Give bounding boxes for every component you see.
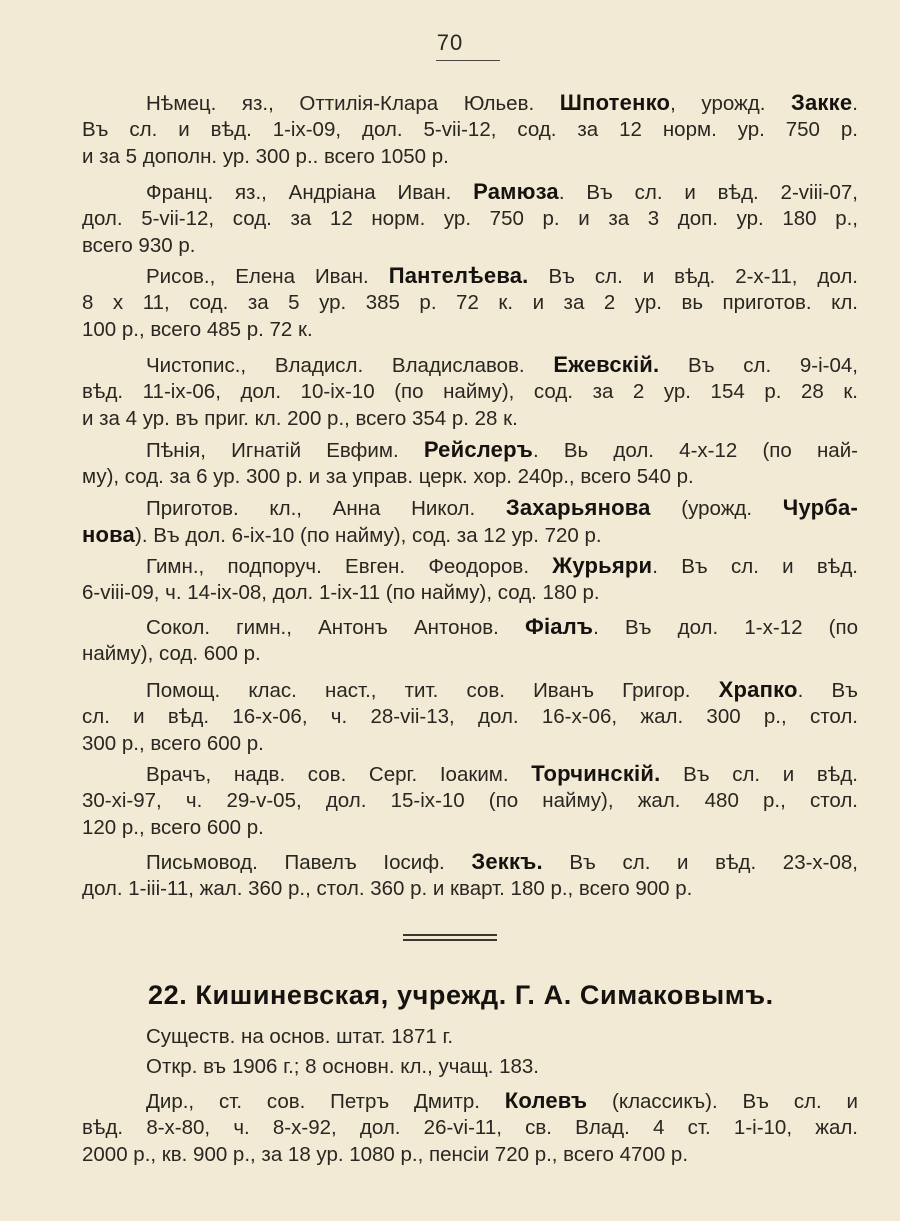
text-line (82, 262, 858, 289)
text-segment: и за 4 ур. въ приг. кл. 200 р., всего 354 р. 28 к. (82, 407, 518, 430)
text-line (82, 351, 858, 378)
page-number-rule (436, 60, 500, 61)
text-segment: . Въ дол. 1-x-12 (по (593, 616, 858, 639)
text-line (82, 676, 858, 703)
text-segment: найму), сод. 600 р. (82, 642, 261, 665)
entry-zhuryari (82, 552, 858, 606)
text-segment: Сокол. гимн., Антонъ Антонов. (146, 616, 525, 639)
text-line (82, 579, 858, 606)
text-line (82, 289, 858, 316)
text-segment: 120 р., всего 600 р. (82, 816, 264, 839)
entry-ezhevskiy (82, 351, 858, 432)
text-line (82, 521, 858, 548)
entry-khrapko (82, 676, 858, 757)
text-segment: Рисов., Елена Иван. (146, 265, 389, 288)
text-line (82, 613, 858, 640)
text-segment: Франц. яз., Андріана Иван. (146, 181, 474, 204)
text-line (82, 640, 858, 667)
text-segment: Чистопис., Владисл. Владиславов. (146, 354, 554, 377)
text-segment: вѣд. 11-ix-06, дол. 10-ix-10 (по найму), сод. за 2 ур. 154 р. 28 к. (82, 380, 858, 403)
entry-fial (82, 613, 858, 667)
person-name: Ежевскій. (553, 352, 660, 377)
person-name: Колевъ (504, 1088, 588, 1113)
text-segment: Гимн., подпоруч. Евген. Феодоров. (146, 555, 553, 578)
section-entry-sushchestv (82, 1023, 858, 1050)
text-segment: Въ сл. и вѣд. 1-ix-09, дол. 5-vii-12, сод. за 12 норм. ур. 750 р. (82, 118, 858, 141)
text-segment: сл. и вѣд. 16-x-06, ч. 28-vii-13, дол. 16-x-06, жал. 300 р., стол. (82, 705, 858, 728)
text-segment: Въ сл. и вѣд. (660, 763, 858, 786)
entry-ramyuza (82, 178, 858, 259)
person-name: Шпотенко (559, 90, 671, 115)
text-segment: Врачъ, надв. сов. Серг. Іоаким. (146, 763, 532, 786)
text-line (82, 552, 858, 579)
text-segment: Въ сл. и вѣд. 23-x-08, (542, 851, 858, 874)
entry-panteleeva (82, 262, 858, 343)
text-line (82, 730, 858, 757)
text-segment: Приготов. кл., Анна Никол. (146, 497, 506, 520)
text-line (82, 814, 858, 841)
person-name: Рамюза (473, 179, 559, 204)
text-line (82, 875, 858, 902)
text-segment: 30-xi-97, ч. 29-v-05, дол. 15-ix-10 (по найму), жал. 480 р., стол. (82, 789, 858, 812)
text-segment: вѣд. 8-x-80, ч. 8-x-92, дол. 26-vi-11, св. Влад. 4 ст. 1-i-10, жал. (82, 1116, 858, 1139)
text-segment: . (852, 92, 858, 115)
text-segment: , урожд. (670, 92, 792, 115)
text-segment: . Въ сл. и вѣд. 2-viii-07, (558, 181, 859, 204)
text-line (82, 316, 858, 343)
text-segment: Пѣнія, Игнатій Евфим. (146, 439, 424, 462)
text-line (82, 232, 858, 259)
text-line (82, 494, 858, 521)
text-line (82, 143, 858, 170)
text-line (82, 1023, 858, 1050)
text-segment: (классикъ). Въ сл. и (587, 1090, 858, 1113)
person-name: нова (82, 522, 135, 547)
text-segment: 6-viii-09, ч. 14-ix-08, дол. 1-ix-11 (по найму), сод. 180 р. (82, 581, 600, 604)
text-line (82, 436, 858, 463)
entry-zakharyanova (82, 494, 858, 548)
section-entry-otkr (82, 1053, 858, 1080)
text-segment: Существ. на основ. штат. 1871 г. (146, 1025, 454, 1048)
text-segment: Дир., ст. сов. Петръ Дмитр. (146, 1090, 505, 1113)
person-name: Захарьянова (505, 495, 651, 520)
text-segment: Нѣмец. яз., Оттилія-Клара Юльев. (146, 92, 560, 115)
text-segment: Въ сл. 9-i-04, (659, 354, 858, 377)
text-line (82, 848, 858, 875)
text-segment: Откр. въ 1906 г.; 8 основн. кл., учащ. 183. (146, 1055, 539, 1078)
text-line (82, 378, 858, 405)
text-line (82, 1053, 858, 1080)
text-line (82, 1141, 858, 1168)
text-line (82, 205, 858, 232)
text-line (82, 787, 858, 814)
text-segment: и за 5 дополн. ур. 300 р.. всего 1050 р. (82, 145, 449, 168)
text-segment: му), сод. за 6 ур. 300 р. и за управ. церк. хор. 240р., всего 540 р. (82, 465, 694, 488)
text-line (82, 760, 858, 787)
page-number: 70 (436, 30, 464, 55)
section-entry-kolev (82, 1087, 858, 1168)
text-segment: Помощ. клас. наст., тит. сов. Иванъ Григор. (146, 679, 719, 702)
text-line (82, 178, 858, 205)
text-segment: дол. 1-iii-11, жал. 360 р., стол. 360 р. и кварт. 180 р., всего 900 р. (82, 877, 693, 900)
text-segment: (урожд. (650, 497, 783, 520)
text-segment: . Въ сл. и вѣд. (652, 555, 858, 578)
section-divider-bottom (403, 939, 497, 941)
person-name: Журьяри (552, 553, 653, 578)
text-segment: 2000 р., кв. 900 р., за 18 ур. 1080 р., пенсіи 720 р., всего 4700 р. (82, 1143, 689, 1166)
person-name: Зеккъ. (471, 849, 543, 874)
text-line (82, 405, 858, 432)
entry-torchinskiy (82, 760, 858, 841)
text-line (82, 703, 858, 730)
text-segment: всего 930 р. (82, 234, 196, 257)
section-divider-top (403, 934, 497, 936)
text-line (82, 463, 858, 490)
text-segment: ). Въ дол. 6-ix-10 (по найму), сод. за 12 ур. 720 р. (135, 524, 602, 547)
text-segment: Письмовод. Павелъ Іосиф. (146, 851, 472, 874)
person-name: Рейслеръ (423, 437, 533, 462)
person-name: Фіалъ (524, 614, 594, 639)
text-segment: . Вь дол. 4-x-12 (по най- (532, 439, 858, 462)
text-line (82, 89, 858, 116)
person-name: Торчинскій. (531, 761, 661, 786)
person-name: Чурба- (782, 495, 858, 520)
person-name: Закке (791, 90, 853, 115)
text-line (82, 1114, 858, 1141)
entry-reysler (82, 436, 858, 490)
text-segment: 100 р., всего 485 р. 72 к. (82, 318, 313, 341)
text-segment: 300 р., всего 600 р. (82, 732, 264, 755)
entry-shpotenko (82, 89, 858, 170)
text-segment: Въ сл. и вѣд. 2-x-11, дол. (528, 265, 858, 288)
text-line (82, 116, 858, 143)
person-name: Храпко (718, 677, 798, 702)
text-line (82, 1087, 858, 1114)
person-name: Пантелѣева. (388, 263, 529, 288)
entry-zekk (82, 848, 858, 902)
text-segment: 8 x 11, сод. за 5 ур. 385 р. 72 к. и за 2 ур. вь приготов. кл. (82, 291, 858, 314)
text-segment: . Въ (797, 679, 858, 702)
text-segment: дол. 5-vii-12, сод. за 12 норм. ур. 750 р. и за 3 доп. ур. 180 р., (82, 207, 858, 230)
section-heading: 22. Кишиневская, учрежд. Г. А. Симаковымъ. (148, 980, 774, 1010)
